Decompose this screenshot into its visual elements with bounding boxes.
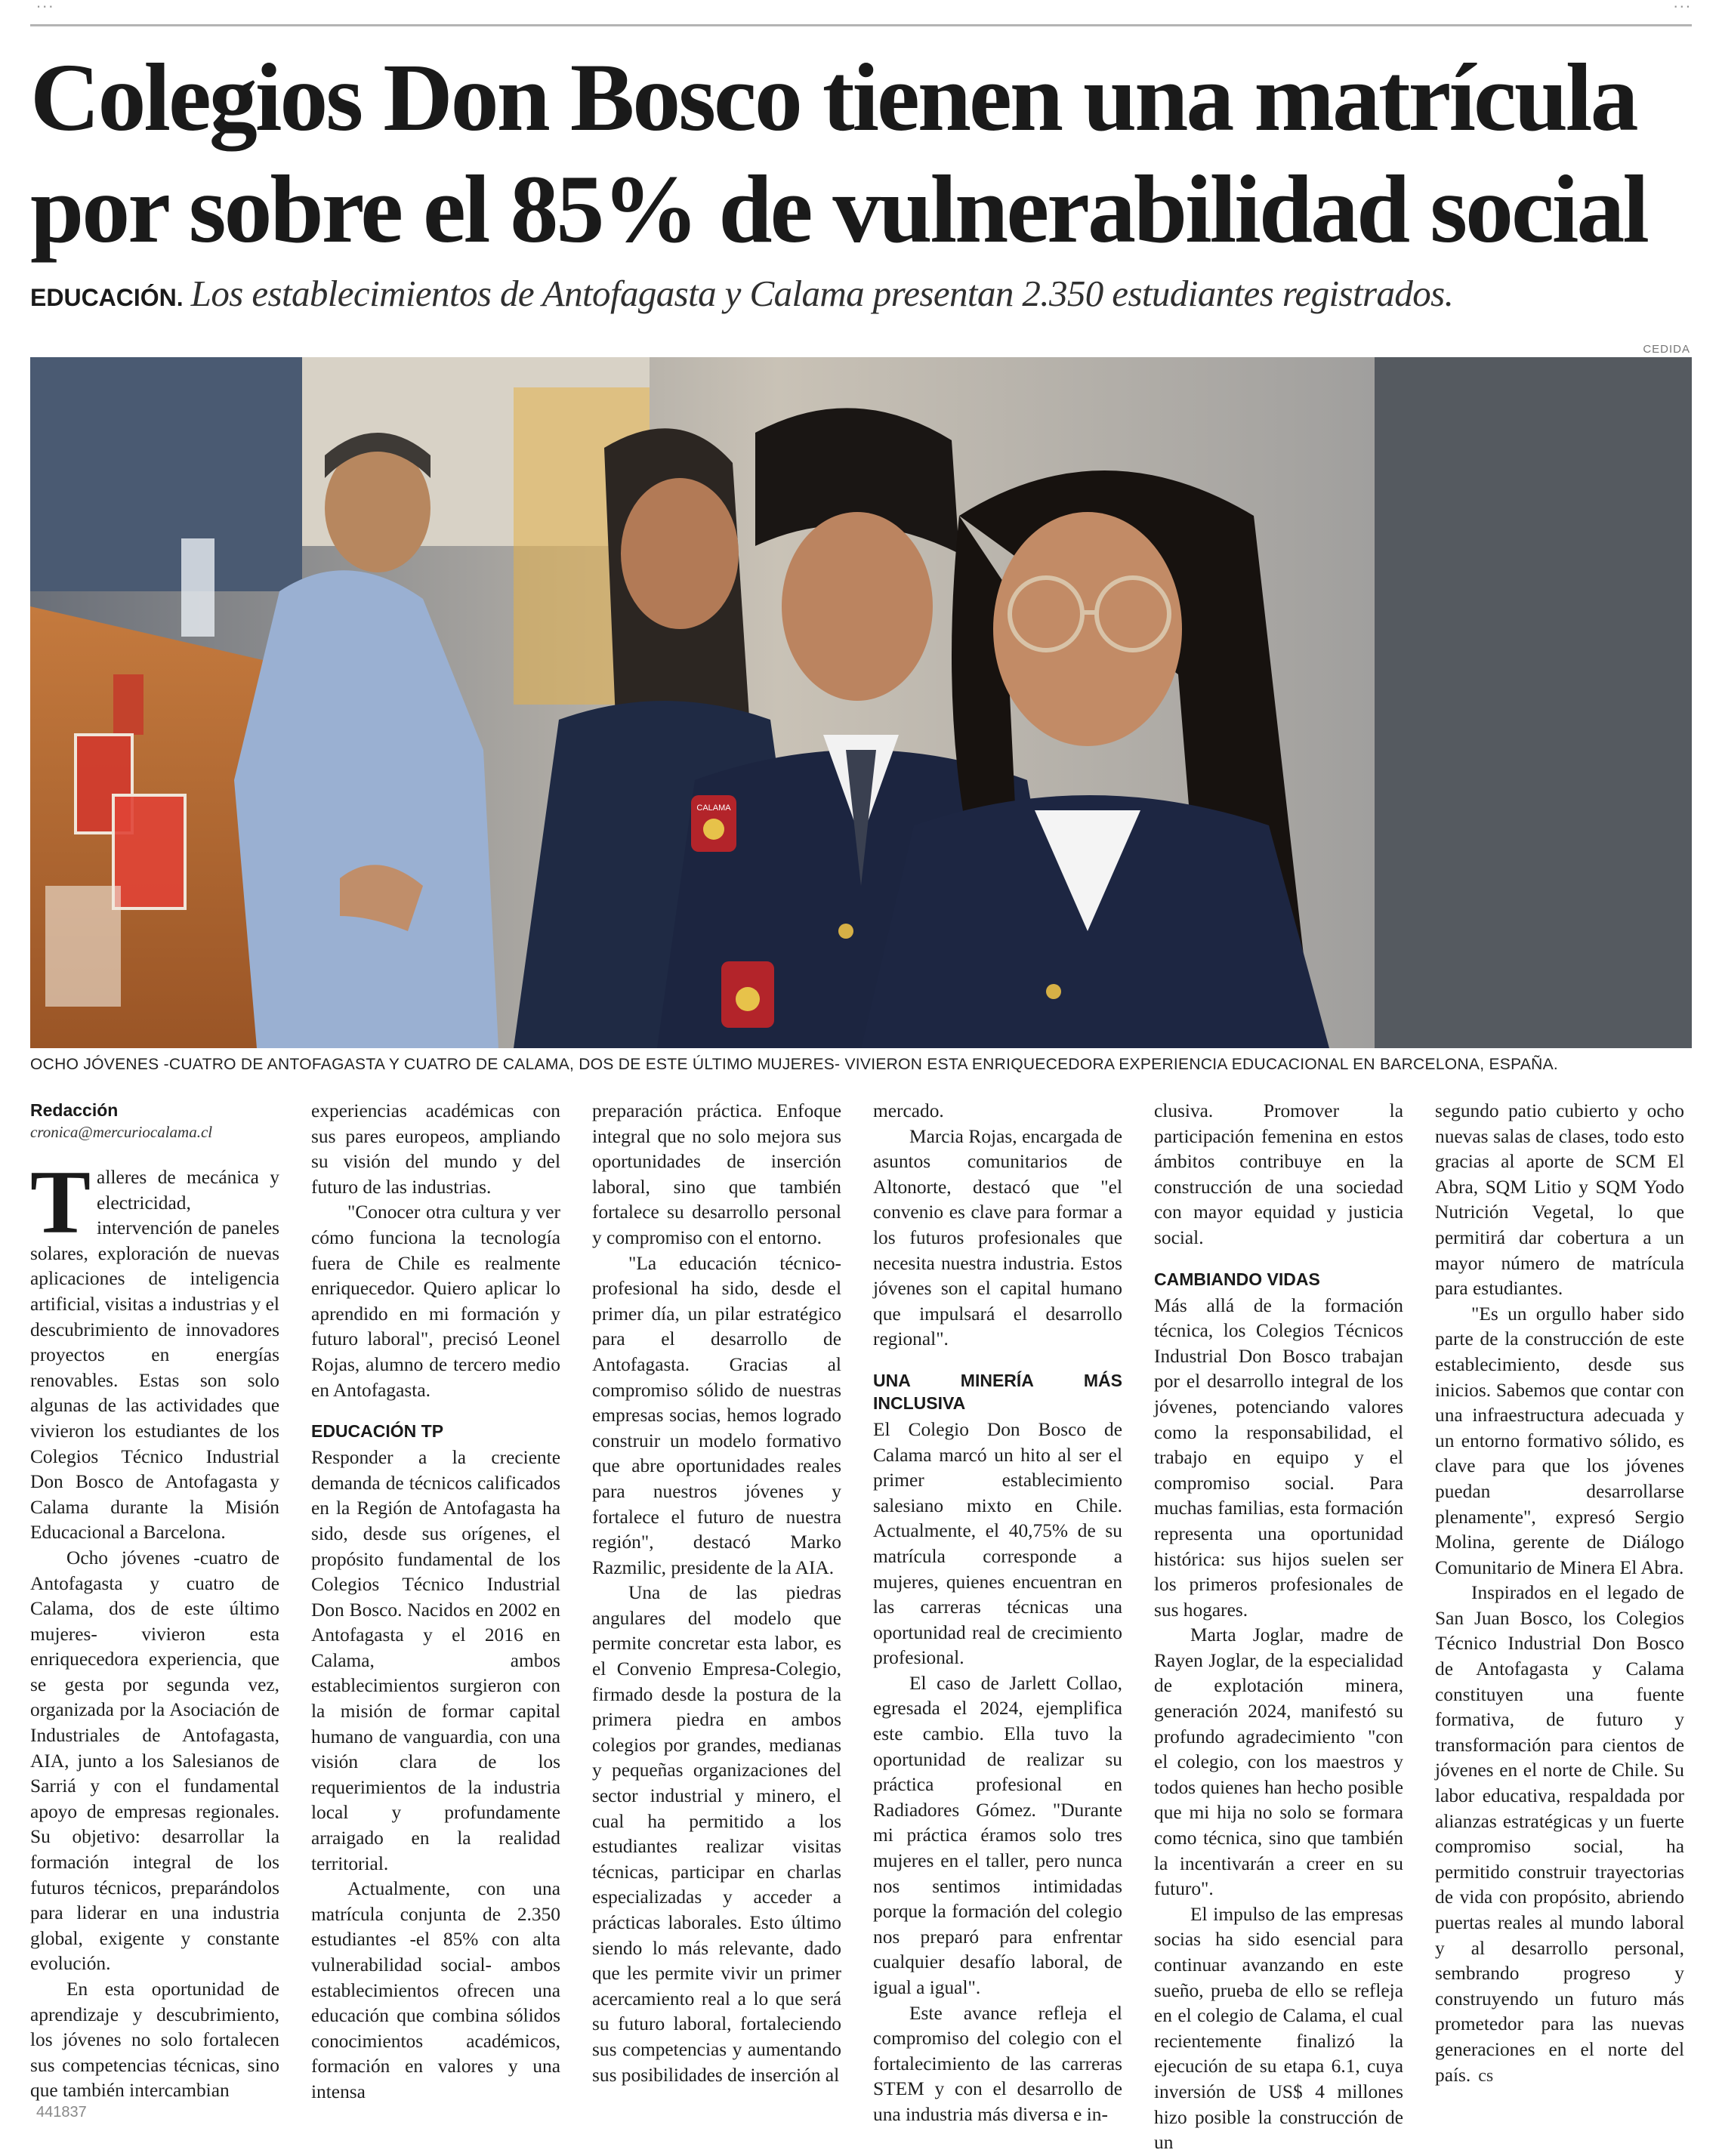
article-paragraph: Inspirados en el legado de San Juan Bosco, los Colegios Técnico Industrial Don Bosco de Antofagasta y Calama constituyen una fuente formativa, de futuro y transformación para cientos de jóvenes en el norte de Chile. Su labor educativa, respaldada por alianzas estratégicas y un fuerte compromiso social, ha permitido construir trayectorias de vida con propósito, abriendo puertas reales al mundo laboral y al desarrollo personal, sembrando progreso y construyendo un futuro más prometedor para las nuevas generaciones en el norte del país. cs <box>1435 1582 1684 2086</box>
header-rule <box>30 24 1692 26</box>
article-paragraph: Responder a la creciente demanda de técnicos calificados en la Región de Antofagasta ha sido, desde sus orígenes, el propósito fundamental de los Colegios Técnico Industrial Don Bosco. Nacidos en 2002 en Antofagasta y el 2016 en Calama, ambos establecimientos surgieron con la misión de formar capital humano de vanguardia, con una visión clara de los requerimientos de la industria local y profundamente arraigado en la realidad territorial. <box>311 1447 560 1874</box>
article-paragraph: Talleres de mecánica y electricidad, intervención de paneles solares, exploración de nuevas aplicaciones de inteligencia artificial, visitas a industrias y el descubrimiento de innovadores proyectos en energías renovables. Estas son solo algunas de las actividades que vivieron los estudiantes de los Colegios Técnico Industrial Don Bosco de Antofagasta y Calama durante la Misión Educacional a Barcelona. <box>30 1152 279 1544</box>
article-paragraph: Actualmente, con una matrícula conjunta de 2.350 estudiantes -el 85% con alta vulnerabilidad social- ambos establecimientos ofrecen una educación que combina sólidos conocimientos académicos, formación en valores y una intensa <box>311 1878 560 2102</box>
article-paragraph: preparación práctica. Enfoque integral que no solo mejora sus oportunidades de inserción laboral, sino que también fortalece su desarrollo personal y compromiso con el entorno. <box>592 1100 841 1248</box>
article-paragraph: El impulso de las empresas socias ha sido esencial para continuar avanzando en este sueño, prueba de ello se refleja en el colegio de Calama, el cual recientemente finalizó la ejecución de su etapa 6.1, cuya inversión de US$ 4 millones hizo posible la construcción de un <box>1154 1903 1403 2154</box>
section-kicker: EDUCACIÓN. <box>30 284 184 311</box>
article-paragraph: experiencias académicas con sus pares europeos, ampliando su visión del mundo y del futuro de las industrias. <box>311 1100 560 1198</box>
badge-label: CALAMA <box>696 803 731 813</box>
section-heading: EDUCACIÓN TP <box>311 1421 444 1442</box>
photo-credit: CEDIDA <box>1643 343 1690 356</box>
article-paragraph: Más allá de la formación técnica, los Colegios Técnicos Industrial Don Bosco trabajan por el desarrollo integral de los jóvenes, potenciando valores como la responsabilidad, el trabajo en equipo y el compromiso social. Para muchas familias, esta formación representa una oportunidad histórica: sus hijos suelen ser los primeros profesionales de sus hogares. <box>1154 1294 1403 1621</box>
article-paragraph: "Conocer otra cultura y ver cómo funciona la tecnología fuera de Chile es realmente enriquecedor. Quiero aplicar lo aprendido en mi formación y futuro laboral", precisó Leonel Rojas, alumno de tercero medio en Antofagasta. <box>311 1201 560 1401</box>
article-column-3 <box>592 1099 841 2088</box>
article-paragraph: Ocho jóvenes -cuatro de Antofagasta y cuatro de Calama, dos de este último mujeres- vivieron esta enriquecedora experiencia, que se gesta por segunda vez, organizada por la Asociación de Industriales de Antofagasta, AIA, junto a los Salesianos de Sarriá y con el fundamental apoyo de empresas regionales. Su objetivo: desarrollar la formación integral de los futuros técnicos, preparándolos para liderar en una industria global, exigente y constante evolución. <box>30 1547 279 1975</box>
article-paragraph: Una de las piedras angulares del modelo que permite concretar esta labor, es el Convenio Empresa-Colegio, firmado desde la postura de la primera piedra en ambos colegios por grandes, medianas y pequeñas organizaciones del sector industrial y minero, el cual ha permitido a los estudiantes realizar visitas técnicas, participar en charlas especializadas y acceder a prácticas laborales. Esto último siendo lo más relevante, dado que les permite vivir un primer acercamiento real a lo que será su futuro laboral, fortaleciendo sus competencias y aumentando sus posibilidades de inserción al <box>592 1582 841 2086</box>
article-paragraph: En esta oportunidad de aprendizaje y descubrimiento, los jóvenes no solo fortalecen sus competencias técnicas, sino que también intercambian <box>30 1979 279 2102</box>
section-heading: UNA MINERÍA MÁS INCLUSIVA <box>873 1370 1122 1413</box>
page-number: 441837 <box>36 2104 87 2121</box>
subtitle: Los establecimientos de Antofagasta y Calama presentan 2.350 estudiantes registrados. <box>190 273 1454 314</box>
photo-caption: OCHO JÓVENES -CUATRO DE ANTOFAGASTA Y CUATRO DE CALAMA, DOS DE ESTE ÚLTIMO MUJERES- VIVIERON ESTA ENRIQUECEDORA EXPERIENCIA EDUCACIONAL EN BARCELONA, ESPAÑA. <box>30 1056 1559 1073</box>
byline-author: Redacción <box>30 1100 119 1120</box>
article-column-4 <box>873 1099 1122 2128</box>
students-photo-illustration <box>30 357 1692 1048</box>
deck <box>30 272 1699 315</box>
article-paragraph: mercado. <box>873 1100 944 1121</box>
article-paragraph: El caso de Jarlett Collao, egresada el 2024, ejemplifica este cambio. Ella tuvo la oportunidad de realizar su práctica profesional en Radiadores Gómez. "Durante mi práctica éramos solo tres mujeres en el taller, pero nunca nos sentimos intimidadas porque la formación del colegio nos preparó para enfrentar cualquier desafío laboral, de igual a igual". <box>873 1672 1122 1998</box>
article-paragraph: El Colegio Don Bosco de Calama marcó un hito al ser el primer establecimiento salesiano mixto en Chile. Actualmente, el 40,75% de su matrícula corresponde a mujeres, quienes encuentran en las carreras técnicas una oportunidad real de crecimiento profesional. <box>873 1418 1122 1669</box>
article-column-2 <box>311 1099 560 2105</box>
article-photo <box>30 357 1692 1048</box>
article-column-5 <box>1154 1099 1403 2156</box>
article-column-6 <box>1435 1099 1684 2089</box>
header-fragment-left: ... <box>36 0 55 11</box>
article-paragraph: Este avance refleja el compromiso del colegio con el fortalecimiento de las carreras STEM y con el desarrollo de una industria más diversa e in- <box>873 2002 1122 2125</box>
article-paragraph: Marta Joglar, madre de Rayen Joglar, de la especialidad de explotación minera, generación 2024, manifestó su profundo agradecimiento "con el colegio, con los maestros y todos quienes han hecho posible que mi hija no solo se formara como técnica, sino que también la incentivarán a creer en su futuro". <box>1154 1624 1403 1900</box>
end-mark: cs <box>1478 2065 1494 2086</box>
drop-cap: T <box>30 1152 91 1252</box>
section-heading: CAMBIANDO VIDAS <box>1154 1269 1320 1289</box>
article-paragraph: clusiva. Promover la participación femenina en estos ámbitos contribuye en la construcción de una sociedad con mayor equidad y justicia social. <box>1154 1100 1403 1248</box>
headline: Colegios Don Bosco tienen una matrícula por sobre el 85% de vulnerabilidad social <box>30 44 1647 263</box>
school-badge <box>721 961 774 1028</box>
byline-email: cronica@mercuriocalama.cl <box>30 1123 213 1141</box>
article-paragraph: "Es un orgullo haber sido parte de la construcción de este establecimiento, desde sus inicios. Sabemos que contar con una infraestructura adecuada y un entorno formativo sólido, es clave para que los jóvenes puedan desarrollarse plenamente", expresó Sergio Molina, gerente de Diálogo Comunitario de Minera El Abra. <box>1435 1303 1684 1578</box>
article-column-1 <box>30 1099 279 2104</box>
article-paragraph: Marcia Rojas, encargada de asuntos comunitarios de Altonorte, destacó que "el convenio es clave para formar a los futuros profesionales que necesita nuestra industria. Estos jóvenes son el capital humano que impulsará el desarrollo regional". <box>873 1125 1122 1350</box>
article-paragraph: "La educación técnico-profesional ha sido, desde el primer día, un pilar estratégico para el desarrollo de Antofagasta. Gracias al compromiso sólido de nuestras empresas socias, hemos logrado construir un modelo formativo que abre oportunidades reales para nuestros jóvenes y fortalece el futuro de nuestra región", destacó Marko Razmilic, presidente de la AIA. <box>592 1252 841 1578</box>
article-paragraph: segundo patio cubierto y ocho nuevas salas de clases, todo esto gracias al aporte de SCM El Abra, SQM Litio y SQM Yodo Nutrición Vegetal, lo que permitirá dar cobertura a un mayor número de matrícula para estudiantes. <box>1435 1100 1684 1300</box>
header-fragment-right: ... <box>1673 0 1692 11</box>
school-badge <box>691 795 736 852</box>
